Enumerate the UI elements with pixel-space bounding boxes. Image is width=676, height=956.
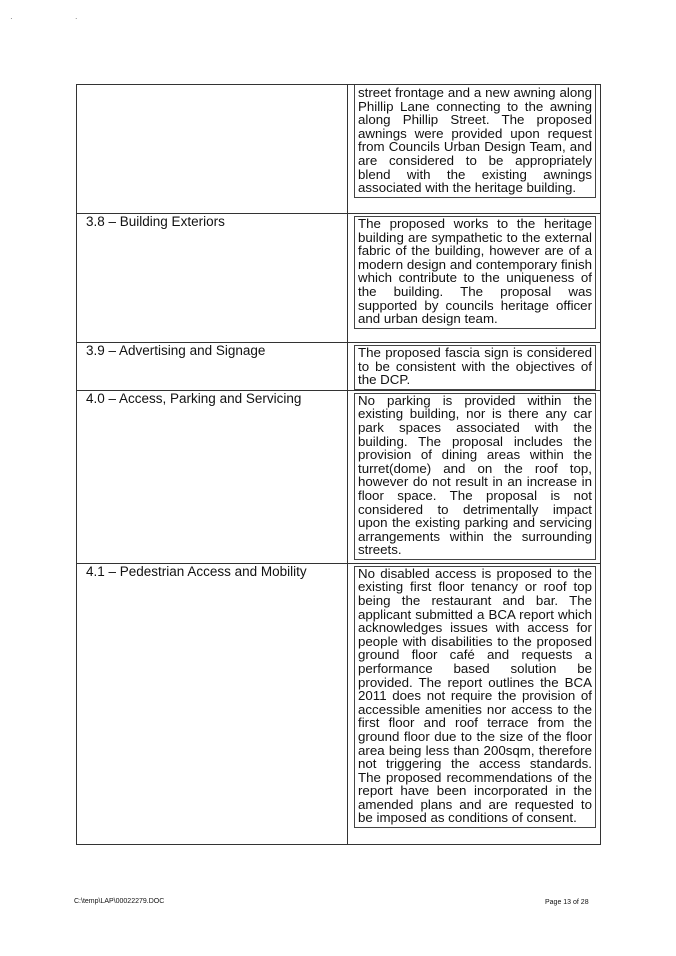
criterion-text: 3.8 – Building Exteriors (86, 214, 225, 229)
comment-cell (348, 563, 601, 844)
criterion-text (77, 85, 347, 86)
comment-cell (348, 343, 601, 391)
criterion-cell (77, 85, 348, 214)
comment-text: No disabled access is proposed to the existing first floor tenancy or roof top being the restaurant and bar. The applicant submitted a BCA report which acknowledges issues with access for people with disabilities to the proposed ground floor café and requests a performance based solution be provided. The report outlines the BCA 2011 does not require the provision of accessible amenities nor access to the first floor and roof terrace from the ground floor due to the size of the floor area being less than 200sqm, therefore not triggering the access standards. The proposed recommendations of the report have been incorporated in the amended plans and are requested to be imposed as conditions of consent. (354, 566, 596, 828)
comment-cell (348, 214, 601, 343)
criterion-cell (77, 343, 348, 391)
comment-text: street frontage and a new awning along Phillip Lane connecting to the awning along Phillip Street. The proposed awnings were provided upon request from Councils Urban Design Team, and are considered to be appropriately blend with the existing awnings associated with the heritage building. (354, 85, 596, 198)
criterion-text: 4.1 – Pedestrian Access and Mobility (86, 563, 307, 579)
comment-cell (348, 85, 601, 214)
comment-text: The proposed fascia sign is considered to be consistent with the objectives of the DCP. (354, 345, 596, 390)
table-row (77, 85, 601, 214)
comment-cell (348, 390, 601, 563)
criterion-cell (77, 390, 348, 563)
scan-marks: · · (10, 14, 108, 23)
table-row (77, 343, 601, 391)
footer-page-number: Page 13 of 28 (545, 899, 589, 906)
criterion-text: 4.0 – Access, Parking and Servicing (86, 390, 302, 406)
table-row (77, 563, 601, 844)
criterion-text: 3.9 – Advertising and Signage (86, 343, 266, 358)
criterion-cell (77, 563, 348, 844)
criterion-cell (77, 214, 348, 343)
comment-text: The proposed works to the heritage building are sympathetic to the external fabric of the building, however are of a modern design and contemporary finish which contribute to the uniqueness of the building. The proposal was supported by councils heritage officer and urban design team. (354, 216, 596, 329)
assessment-table (76, 84, 601, 845)
comment-text: No parking is provided within the existing building, nor is there any car park spaces associated with the building. The proposal includes the provision of dining areas within the turret(dome) and on the roof top, however do not result in an increase in floor space. The proposal is not considered to detrimentally impact upon the existing parking and servicing arrangements within the surrounding streets. (354, 393, 596, 560)
table-row (77, 214, 601, 343)
table-row (77, 390, 601, 563)
footer-file-path: C:\temp\LAP\00022279.DOC (74, 898, 165, 905)
